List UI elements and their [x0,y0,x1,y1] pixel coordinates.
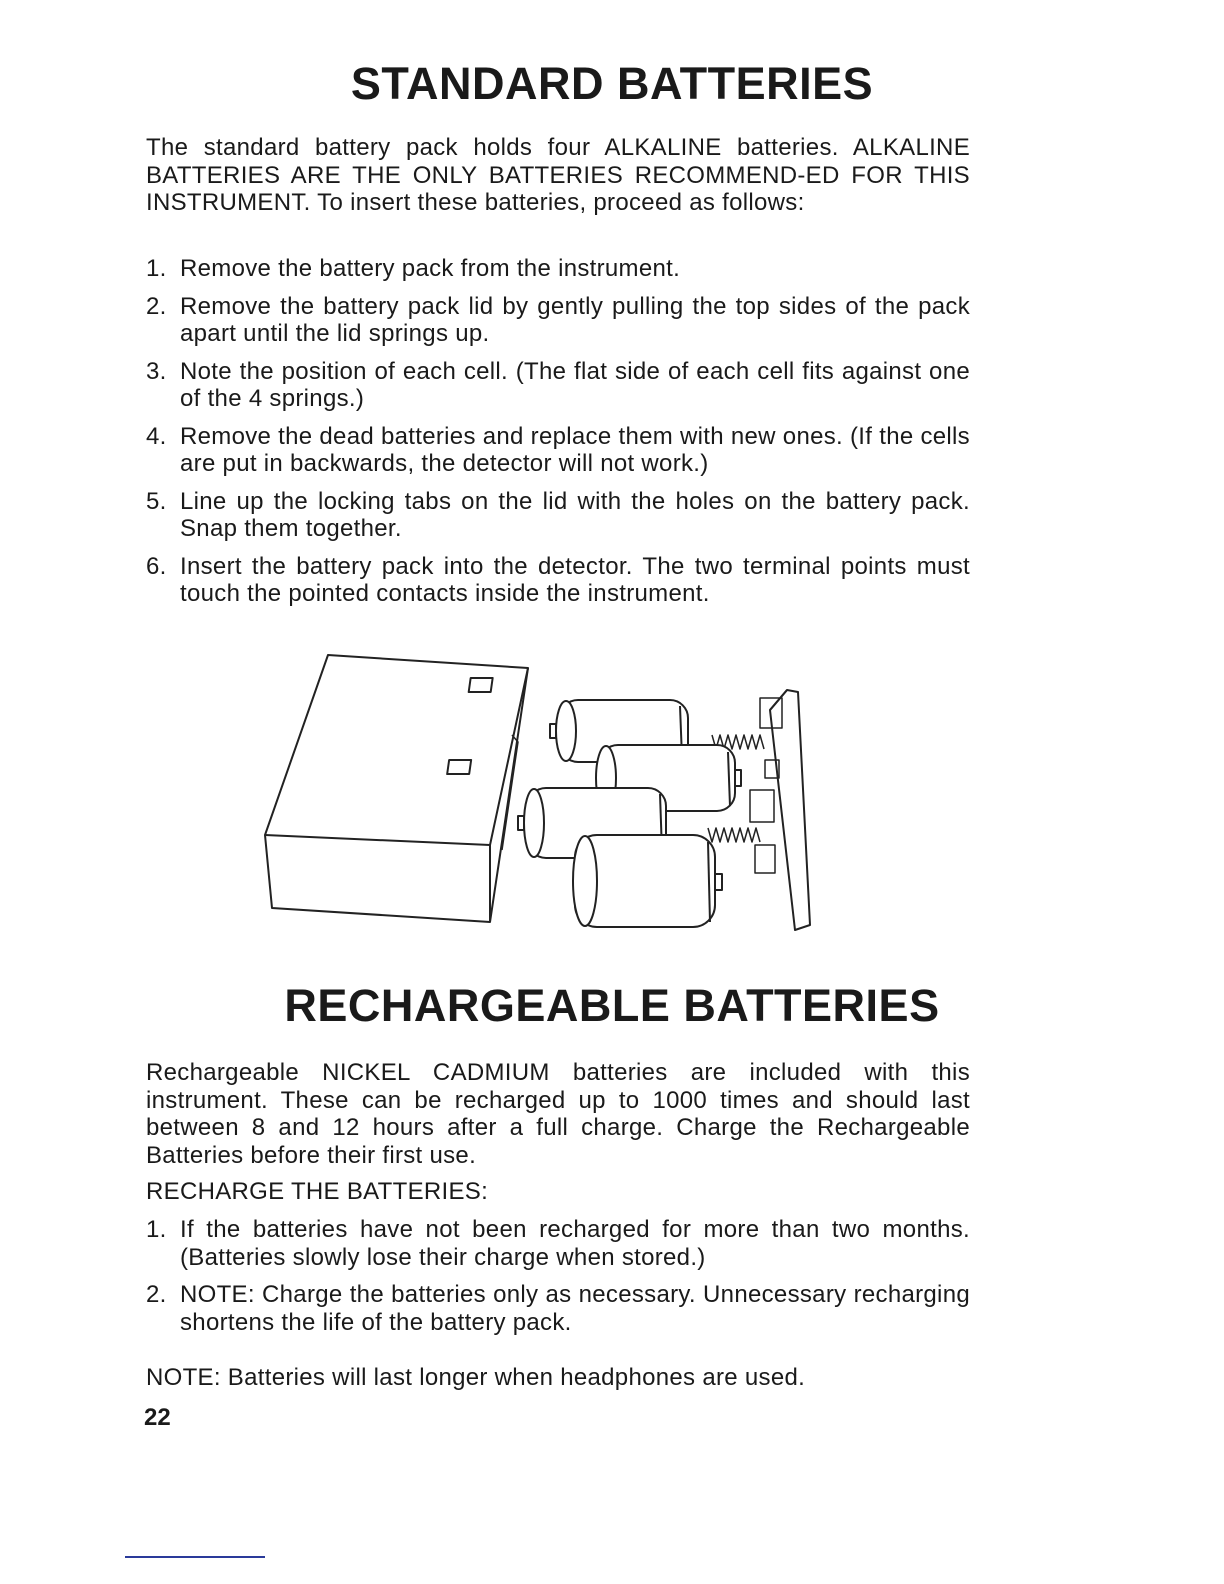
headphones-note: NOTE: Batteries will last longer when headphones are used. [146,1364,806,1391]
list-item [146,255,970,283]
pack-hole [469,678,493,692]
step-text: If the batteries have not been recharged for more than two months. (Batteries slowly lose their charge when stored.) [180,1216,970,1271]
step-text: Remove the battery pack lid by gently pulling the top sides of the pack apart until the lid springs up. [180,292,970,347]
step-text: NOTE: Charge the batteries only as necessary. Unnecessary recharging shortens the life of the battery pack. [180,1281,970,1336]
standard-steps-list [146,255,970,618]
standard-batteries-heading: STANDARD BATTERIES [350,58,874,109]
step-text: Line up the locking tabs on the lid with the holes on the battery pack. Snap them together. [180,487,970,542]
step-number: 2. [146,292,167,320]
recharge-steps-list [146,1216,970,1346]
step-number: 5. [146,487,167,515]
list-item [146,1216,970,1271]
rechargeable-intro: Rechargeable NICKEL CADMIUM batteries are included with this instrument. These can be recharged up to 1000 times and should last between 8 and 12 hours after a full charge. Charge the Rechargeable Batteries before their first use. [146,1059,970,1169]
list-item [146,553,970,608]
list-item [146,423,970,478]
step-text: Note the position of each cell. (The flat side of each cell fits against one of the 4 springs.) [180,357,970,412]
step-text: Remove the battery pack from the instrument. [180,255,681,282]
recharge-subheading: RECHARGE THE BATTERIES: [146,1178,489,1205]
battery-cell [573,835,722,927]
step-number: 1. [146,1216,167,1243]
step-number: 6. [146,552,167,580]
pack-hole [447,760,471,774]
battery-lid [750,690,810,930]
footer-rule [125,1556,265,1558]
page-number: 22 [144,1404,171,1431]
list-item [146,293,970,348]
step-number: 3. [146,357,167,385]
standard-intro: The standard battery pack holds four ALKALINE batteries. ALKALINE BATTERIES ARE THE ONLY BATTERIES RECOMMEND-ED FOR THIS INSTRUMENT. To insert these batteries, proceed as follows: [146,134,970,216]
battery-pack-illustration [250,640,830,950]
list-item [146,358,970,413]
rechargeable-batteries-heading: RECHARGEABLE BATTERIES [284,980,940,1031]
step-text: Insert the battery pack into the detector. The two terminal points must touch the pointed contacts inside the instrument. [180,552,970,607]
spring [708,828,760,842]
list-item [146,488,970,543]
step-number: 4. [146,422,167,450]
list-item [146,1281,970,1336]
battery-pack-box [265,655,528,922]
step-number: 2. [146,1281,167,1308]
step-text: Remove the dead batteries and replace them with new ones. (If the cells are put in backwards, the detector will not work.) [180,422,970,477]
step-number: 1. [146,255,167,282]
